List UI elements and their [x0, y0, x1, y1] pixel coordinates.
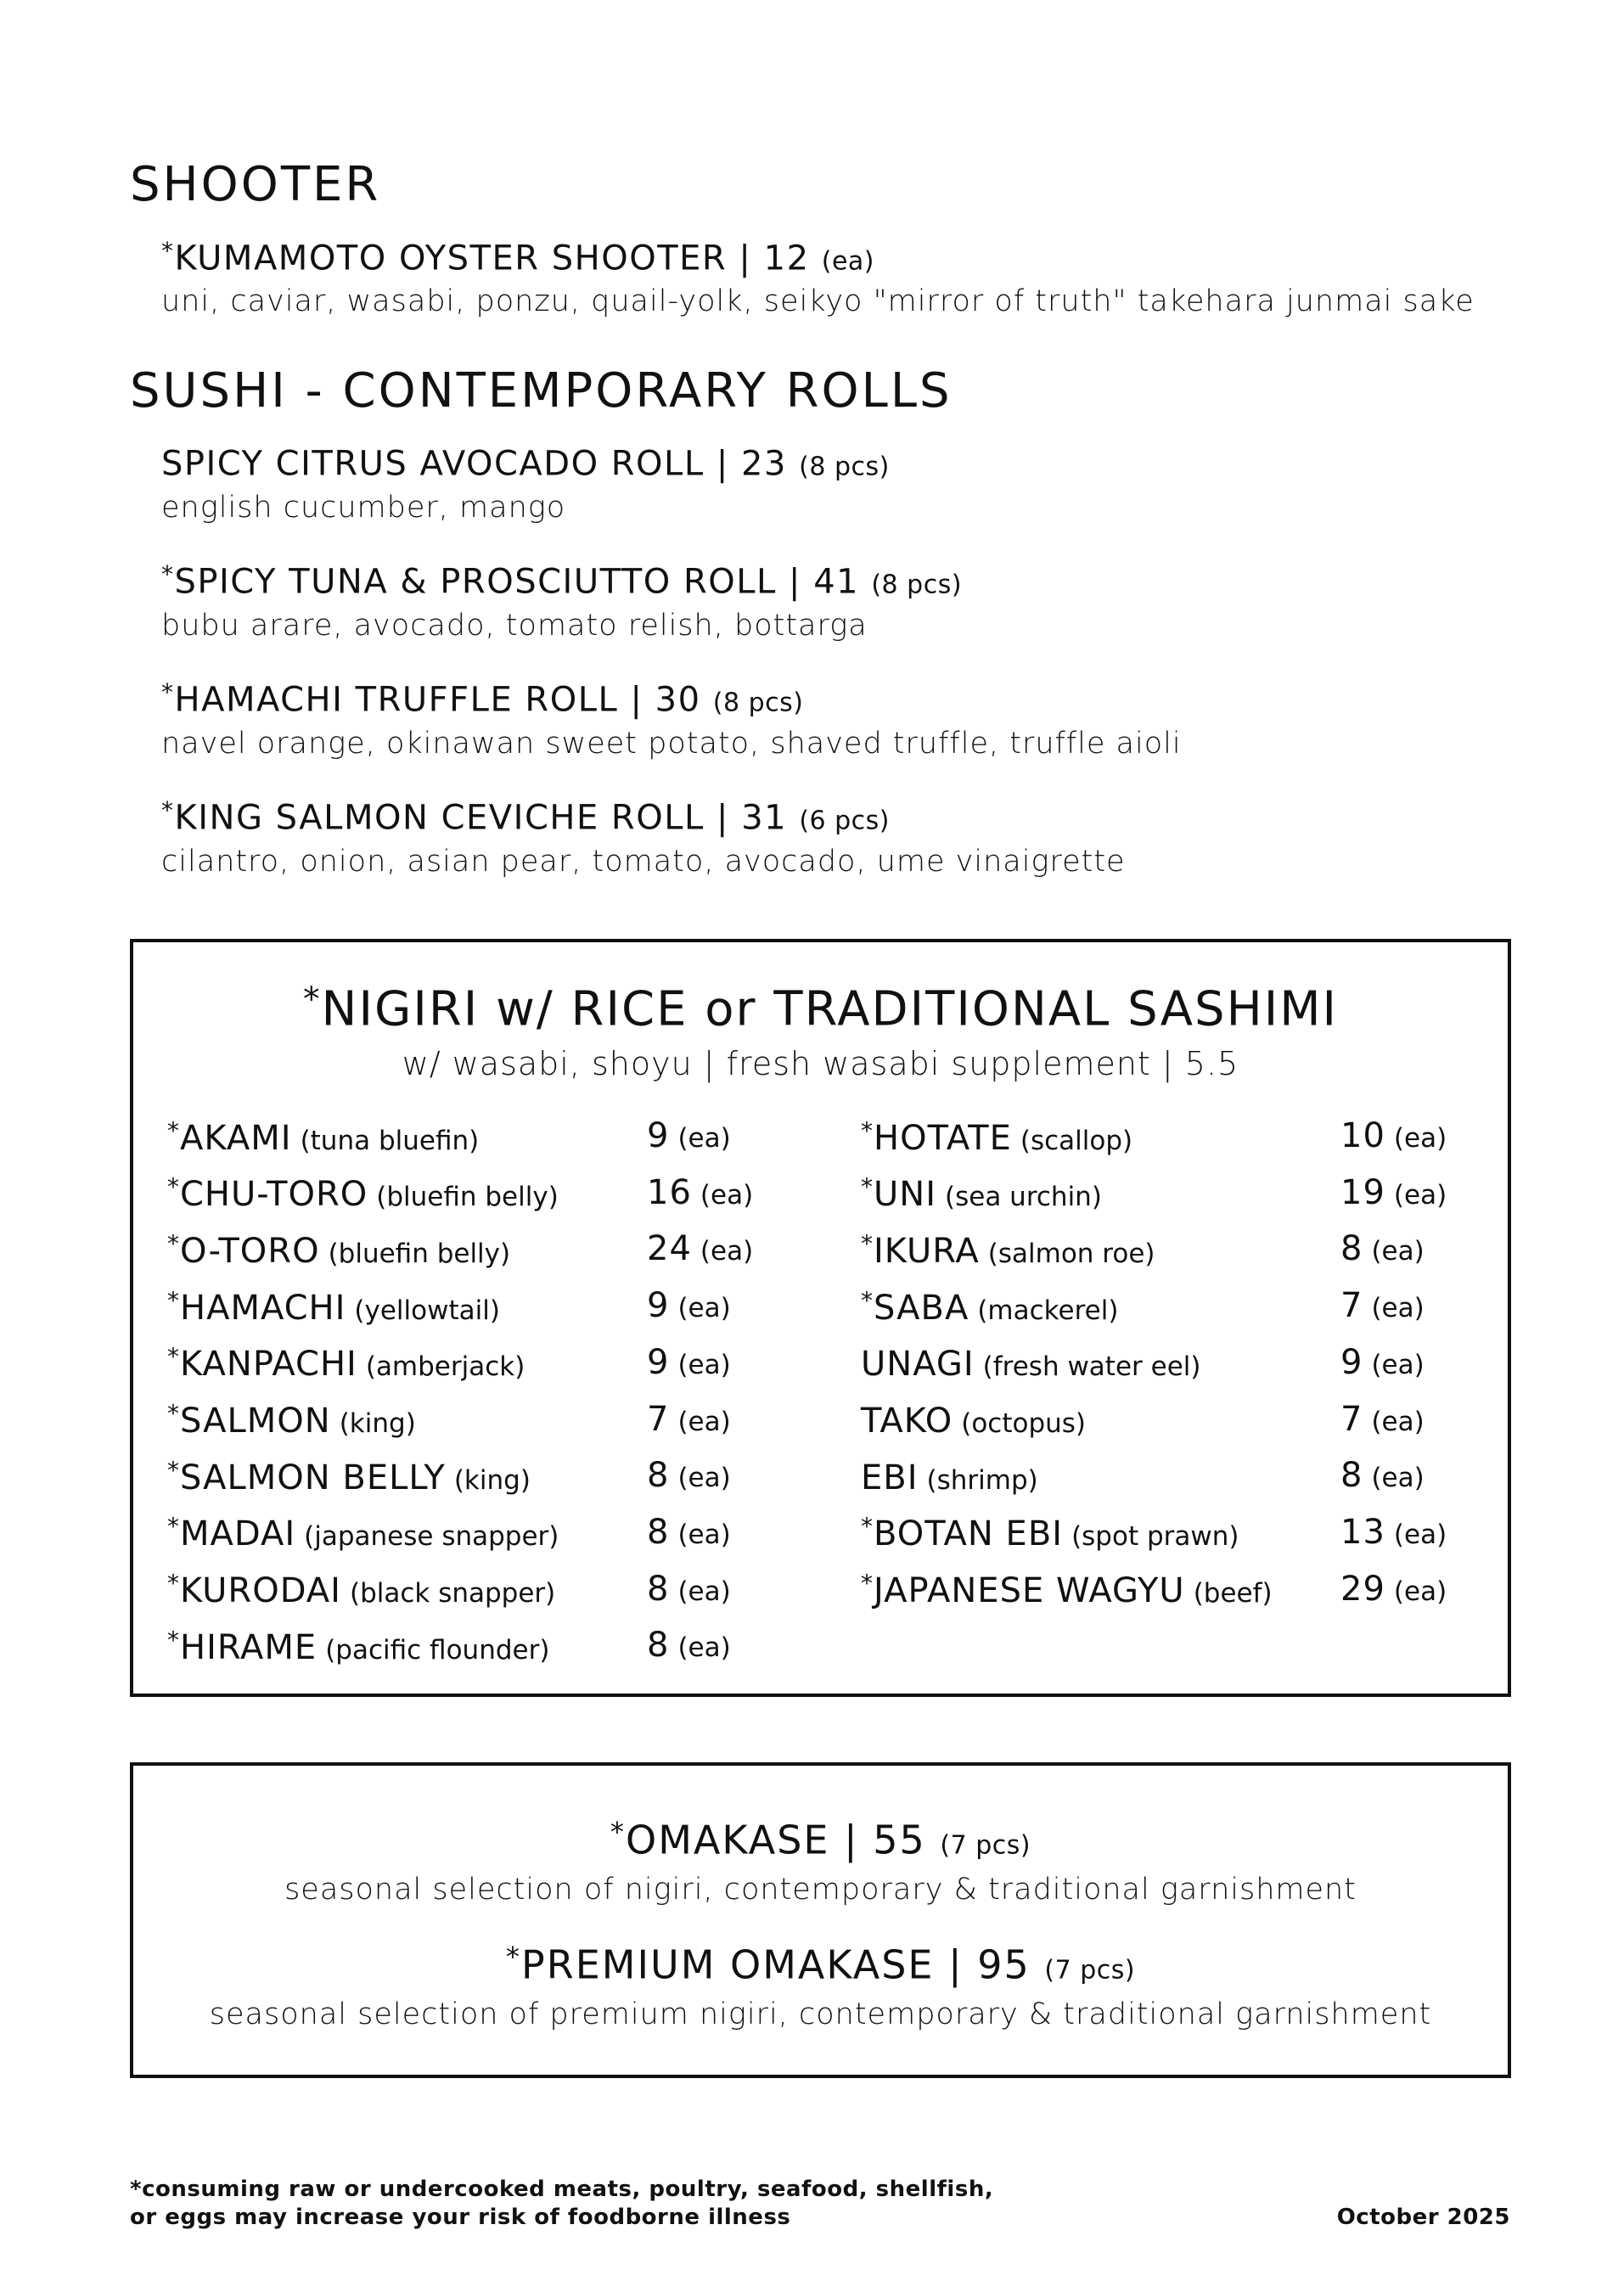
nigiri-name-text: AKAMI [180, 1118, 292, 1158]
nigiri-price [647, 1342, 731, 1382]
omakase-title [133, 1816, 1508, 1863]
asterisk: * [167, 1456, 180, 1485]
nigiri-price [1340, 1172, 1447, 1212]
item-qty: (ea) [821, 246, 874, 277]
asterisk: * [167, 1626, 180, 1654]
price-unit: (ea) [1371, 1293, 1425, 1324]
nigiri-row [167, 1116, 480, 1158]
nigiri-name-text: JAPANESE WAGYU [874, 1571, 1185, 1611]
nigiri-title [133, 980, 1508, 1037]
nigiri-name-text: UNI [874, 1175, 936, 1215]
nigiri-price [647, 1512, 731, 1552]
asterisk: * [861, 1229, 874, 1258]
section-heading: SUSHI - CONTEMPORARY ROLLS [130, 363, 952, 419]
asterisk: * [861, 1569, 874, 1598]
omakase-box [130, 1762, 1511, 2078]
asterisk: * [167, 1512, 180, 1541]
asterisk: * [167, 1569, 180, 1598]
nigiri-name-text: O-TORO [180, 1231, 320, 1271]
nigiri-name [861, 1116, 1012, 1158]
nigiri-note: (japanese snapper) [304, 1521, 559, 1553]
disclaimer-line-2: or eggs may increase your risk of foodborne illness [130, 2205, 791, 2230]
nigiri-name [167, 1116, 292, 1158]
nigiri-name-text: BOTAN EBI [874, 1514, 1064, 1554]
price-unit: (ea) [1393, 1519, 1447, 1550]
nigiri-note: (king) [339, 1408, 416, 1440]
item-qty: (8 pcs) [712, 688, 804, 718]
nigiri-price [647, 1399, 731, 1439]
asterisk: * [861, 1116, 874, 1144]
menu-item-title [161, 444, 890, 484]
price-value: 13 [1340, 1512, 1385, 1552]
omakase-desc: seasonal selection of nigiri, contemporary & traditional garnishment [284, 1873, 1357, 1907]
nigiri-price [647, 1456, 731, 1496]
price-value: 9 [647, 1286, 670, 1326]
nigiri-row [167, 1628, 549, 1665]
omakase-name: OMAKASE | 55 [626, 1817, 926, 1863]
price-value: 7 [647, 1399, 670, 1439]
nigiri-name [861, 1229, 980, 1271]
asterisk: * [161, 678, 175, 706]
nigiri-row [861, 1402, 1086, 1439]
nigiri-row [861, 1116, 1133, 1158]
menu-item-title [161, 796, 891, 838]
price-value: 8 [647, 1569, 670, 1609]
price-value: 9 [647, 1342, 670, 1382]
price-unit: (ea) [700, 1179, 754, 1211]
omakase-title [133, 1941, 1508, 1988]
asterisk: * [167, 1286, 180, 1315]
nigiri-name-text: HIRAME [180, 1627, 317, 1667]
nigiri-price [647, 1569, 731, 1609]
nigiri-row [167, 1512, 559, 1554]
nigiri-price [1340, 1286, 1425, 1326]
nigiri-note: (scallop) [1020, 1125, 1133, 1156]
price-unit: (ea) [677, 1293, 731, 1324]
price-unit: (ea) [1371, 1236, 1425, 1267]
price-unit: (ea) [677, 1123, 731, 1154]
section-heading: SHOOTER [130, 157, 381, 212]
nigiri-row [861, 1458, 1038, 1495]
nigiri-price [1340, 1342, 1425, 1382]
nigiri-name [861, 1402, 952, 1441]
nigiri-name [167, 1628, 317, 1667]
item-qty: (8 pcs) [799, 452, 890, 482]
nigiri-price [647, 1172, 754, 1212]
asterisk: * [161, 560, 175, 588]
nigiri-price [1340, 1399, 1425, 1439]
nigiri-row [167, 1229, 511, 1271]
price-value: 9 [1340, 1342, 1363, 1382]
nigiri-note: (mackerel) [977, 1295, 1119, 1326]
menu-item-desc: english cucumber, mango [161, 491, 566, 525]
price-value: 8 [1340, 1456, 1363, 1496]
omakase-qty: (7 pcs) [1044, 1955, 1136, 1986]
asterisk: * [610, 1816, 627, 1848]
nigiri-price [1340, 1229, 1425, 1269]
item-name: SPICY TUNA & PROSCIUTTO ROLL | 41 [174, 562, 860, 602]
nigiri-note: (king) [453, 1464, 531, 1496]
nigiri-title-text: NIGIRI w/ RICE or TRADITIONAL SASHIMI [321, 981, 1339, 1037]
nigiri-name-text: SABA [874, 1288, 969, 1328]
nigiri-note: (beef) [1193, 1578, 1273, 1609]
nigiri-note: (yellowtail) [354, 1295, 500, 1326]
item-qty: (8 pcs) [871, 570, 963, 600]
nigiri-row [861, 1569, 1273, 1611]
item-name: HAMACHI TRUFFLE ROLL | 30 [174, 680, 701, 720]
price-value: 7 [1340, 1286, 1363, 1326]
price-unit: (ea) [1393, 1123, 1447, 1154]
asterisk: * [302, 980, 322, 1019]
price-value: 8 [1340, 1229, 1363, 1269]
nigiri-note: (fresh water eel) [982, 1351, 1201, 1383]
item-name: KUMAMOTO OYSTER SHOOTER | 12 [174, 239, 810, 278]
nigiri-name-text: MADAI [180, 1514, 296, 1554]
nigiri-row [861, 1286, 1119, 1328]
nigiri-row [861, 1172, 1102, 1215]
asterisk: * [167, 1399, 180, 1428]
asterisk: * [861, 1286, 874, 1315]
price-value: 19 [1340, 1172, 1385, 1212]
menu-item-title [161, 239, 874, 276]
price-unit: (ea) [1393, 1576, 1447, 1607]
menu-item-title [161, 560, 963, 602]
nigiri-price [1340, 1116, 1447, 1155]
price-unit: (ea) [1371, 1463, 1425, 1494]
nigiri-name-text: SALMON BELLY [180, 1458, 446, 1497]
price-unit: (ea) [677, 1463, 731, 1494]
nigiri-note: (shrimp) [926, 1464, 1038, 1496]
nigiri-price [647, 1626, 731, 1666]
nigiri-name [167, 1286, 346, 1328]
nigiri-row [167, 1172, 559, 1215]
nigiri-row [167, 1399, 416, 1441]
nigiri-name-text: HOTATE [874, 1118, 1012, 1158]
nigiri-note: (spot prawn) [1071, 1521, 1239, 1553]
nigiri-note: (bluefin belly) [328, 1238, 511, 1269]
menu-item-desc: bubu arare, avocado, tomato relish, bottarga [161, 609, 868, 643]
price-value: 29 [1340, 1569, 1385, 1609]
price-value: 9 [647, 1116, 670, 1155]
price-value: 10 [1340, 1116, 1385, 1155]
price-unit: (ea) [677, 1406, 731, 1437]
nigiri-name-text: IKURA [874, 1231, 980, 1271]
nigiri-name-text: CHU-TORO [180, 1175, 368, 1215]
nigiri-price [647, 1229, 754, 1269]
omakase-desc: seasonal selection of premium nigiri, contemporary & traditional garnishment [209, 1997, 1432, 2031]
price-unit: (ea) [677, 1576, 731, 1607]
nigiri-price [1340, 1456, 1425, 1496]
price-unit: (ea) [700, 1236, 754, 1267]
nigiri-note: (pacific flounder) [325, 1634, 550, 1666]
price-value: 8 [647, 1456, 670, 1496]
asterisk: * [161, 796, 175, 824]
nigiri-name [167, 1571, 341, 1610]
price-value: 8 [647, 1626, 670, 1666]
nigiri-row [861, 1345, 1201, 1385]
price-unit: (ea) [1371, 1349, 1425, 1380]
menu-item-title [161, 678, 804, 720]
nigiri-name-text: EBI [861, 1458, 919, 1497]
menu-item-desc: uni, caviar, wasabi, ponzu, quail-yolk, seikyo "mirror of truth" takehara junmai sake [161, 284, 1475, 318]
item-name: SPICY CITRUS AVOCADO ROLL | 23 [161, 444, 787, 484]
nigiri-note: (sea urchin) [945, 1182, 1102, 1213]
asterisk: * [161, 237, 175, 265]
nigiri-price [1340, 1569, 1447, 1609]
price-unit: (ea) [677, 1519, 731, 1550]
nigiri-name [167, 1458, 446, 1497]
nigiri-box [130, 939, 1511, 1697]
nigiri-note: (tuna bluefin) [300, 1125, 480, 1156]
asterisk: * [167, 1116, 180, 1144]
nigiri-name [861, 1345, 975, 1384]
asterisk: * [167, 1342, 180, 1371]
price-value: 16 [647, 1172, 692, 1212]
nigiri-name [861, 1458, 919, 1497]
nigiri-note: (black snapper) [349, 1578, 556, 1609]
asterisk: * [505, 1941, 522, 1973]
nigiri-name-text: HAMACHI [180, 1288, 346, 1328]
nigiri-name [861, 1286, 969, 1328]
omakase-name: PREMIUM OMAKASE | 95 [521, 1941, 1031, 1988]
nigiri-name [167, 1514, 295, 1553]
nigiri-row [167, 1569, 556, 1611]
nigiri-name-text: SALMON [180, 1402, 331, 1441]
disclaimer-line-1: *consuming raw or undercooked meats, poultry, seafood, shellfish, [130, 2177, 994, 2202]
price-unit: (ea) [1371, 1406, 1425, 1437]
omakase-qty: (7 pcs) [940, 1830, 1031, 1861]
nigiri-name-text: KANPACHI [180, 1345, 357, 1385]
menu-item-desc: navel orange, okinawan sweet potato, shaved truffle, truffle aioli [161, 727, 1182, 761]
nigiri-name-text: KURODAI [180, 1571, 341, 1611]
item-name: KING SALMON CEVICHE ROLL | 31 [174, 798, 788, 838]
nigiri-row [167, 1286, 500, 1328]
asterisk: * [861, 1512, 874, 1541]
nigiri-row [167, 1342, 525, 1385]
nigiri-row [167, 1458, 531, 1495]
asterisk: * [861, 1172, 874, 1201]
nigiri-note: (amberjack) [365, 1351, 525, 1383]
nigiri-note: (salmon roe) [987, 1238, 1155, 1269]
nigiri-name [861, 1571, 1185, 1610]
nigiri-name [167, 1229, 320, 1271]
menu-date: October 2025 [1336, 2205, 1510, 2230]
nigiri-name [167, 1172, 368, 1215]
nigiri-subtitle: w/ wasabi, shoyu | fresh wasabi supplement | 5.5 [402, 1045, 1239, 1082]
price-value: 7 [1340, 1399, 1363, 1439]
nigiri-row [861, 1512, 1239, 1554]
nigiri-name [167, 1399, 331, 1441]
nigiri-name [861, 1514, 1063, 1553]
nigiri-name-text: TAKO [861, 1402, 953, 1441]
price-unit: (ea) [677, 1632, 731, 1664]
nigiri-name [861, 1172, 936, 1215]
nigiri-note: (octopus) [961, 1408, 1087, 1440]
nigiri-price [647, 1286, 731, 1326]
price-value: 8 [647, 1512, 670, 1552]
nigiri-price [647, 1116, 731, 1155]
price-value: 24 [647, 1229, 692, 1269]
nigiri-name [167, 1342, 357, 1385]
menu-item-desc: cilantro, onion, asian pear, tomato, avocado, ume vinaigrette [161, 845, 1126, 879]
nigiri-name-text: UNAGI [861, 1345, 975, 1385]
price-unit: (ea) [677, 1349, 731, 1380]
asterisk: * [167, 1229, 180, 1258]
price-unit: (ea) [1393, 1179, 1447, 1211]
nigiri-row [861, 1229, 1155, 1271]
nigiri-note: (bluefin belly) [376, 1182, 559, 1213]
asterisk: * [167, 1172, 180, 1201]
nigiri-price [1340, 1512, 1447, 1552]
item-qty: (6 pcs) [799, 806, 891, 836]
